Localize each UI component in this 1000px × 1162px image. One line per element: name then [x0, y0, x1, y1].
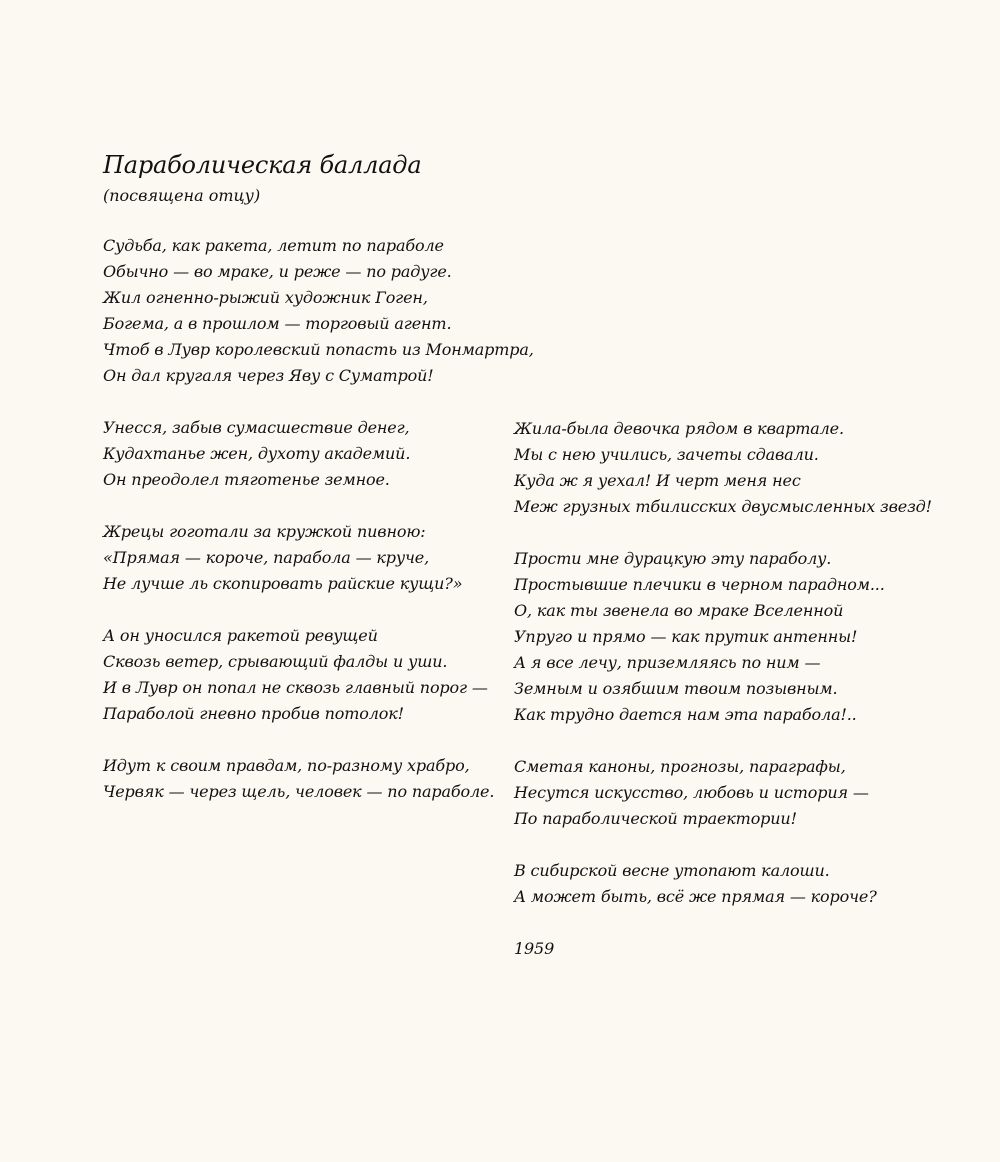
poem-line: В сибирской весне утопают калоши. — [514, 861, 830, 880]
poem-line: Параболой гневно пробив потолок! — [103, 704, 404, 723]
stanza — [103, 415, 503, 493]
poem-line: Он преодолел тяготенье земное. — [103, 470, 390, 489]
poem-line: Чтоб в Лувр королевский попасть из Монмартра, — [103, 340, 534, 359]
poem-line: Он дал кругаля через Яву с Суматрой! — [103, 366, 434, 385]
poem-line: Простывшие плечики в черном парадном... — [514, 575, 885, 594]
poem-line: Идут к своим правдам, по-разному храбро, — [103, 756, 470, 775]
poem-line: Мы с нею учились, зачеты сдавали. — [514, 445, 819, 464]
stanza — [514, 754, 954, 832]
poem-line: Сметая каноны, прогнозы, параграфы, — [514, 757, 846, 776]
poem-line: По параболической траектории! — [514, 809, 797, 828]
poem-line: Земным и озябшим твоим позывным. — [514, 679, 838, 698]
poem-line: Жрецы гоготали за кружкой пивною: — [103, 522, 426, 541]
stanza — [514, 416, 954, 520]
poem-line: Обычно — во мраке, и реже — по радуге. — [103, 262, 452, 281]
poem-line: Упруго и прямо — как прутик антенны! — [514, 627, 858, 646]
stanza — [103, 623, 503, 727]
stanza — [514, 858, 954, 910]
poem-line: И в Лувр он попал не сквозь главный порог — — [103, 678, 488, 697]
poem-line: Кудахтанье жен, духоту академий. — [103, 444, 411, 463]
poem-year: 1959 — [514, 939, 555, 958]
poem-line: Не лучше ль скопировать райские кущи?» — [103, 574, 463, 593]
poem-dedication: (посвящена отцу) — [103, 186, 261, 205]
poem-line: Несутся искусство, любовь и история — — [514, 783, 869, 802]
poem-line: Судьба, как ракета, летит по параболе — [103, 236, 444, 255]
poem-line: Сквозь ветер, срывающий фалды и уши. — [103, 652, 448, 671]
poem-line: Жила-была девочка рядом в квартале. — [514, 419, 844, 438]
left-column — [103, 233, 534, 831]
poem-line: Как трудно дается нам эта парабола!.. — [514, 705, 857, 724]
poem-line: Богема, а в прошлом — торговый агент. — [103, 314, 452, 333]
poem-line: Куда ж я уехал! И черт меня нес — [514, 471, 801, 490]
stanza — [103, 753, 503, 805]
poem-title: Параболическая баллада — [103, 151, 422, 179]
poem-line: Прости мне дурацкую эту параболу. — [514, 549, 832, 568]
poem-line: Жил огненно-рыжий художник Гоген, — [103, 288, 428, 307]
poem-line: О, как ты звенела во мраке Вселенной — [514, 601, 844, 620]
poem-line: «Прямая — короче, парабола — круче, — [103, 548, 430, 567]
poem-line: А он уносился ракетой ревущей — [103, 626, 378, 645]
poem-line: Унесся, забыв сумасшествие денег, — [103, 418, 410, 437]
stanza — [103, 233, 534, 389]
right-column — [514, 416, 954, 962]
stanza — [103, 519, 503, 597]
poem-line: А я все лечу, приземляясь по ним — — [514, 653, 821, 672]
poem-line: А может быть, всё же прямая — короче? — [514, 887, 877, 906]
poem-line: Меж грузных тбилисских двусмысленных звезд! — [514, 497, 932, 516]
poem-line: Червяк — через щель, человек — по параболе. — [103, 782, 495, 801]
stanza — [514, 546, 954, 728]
